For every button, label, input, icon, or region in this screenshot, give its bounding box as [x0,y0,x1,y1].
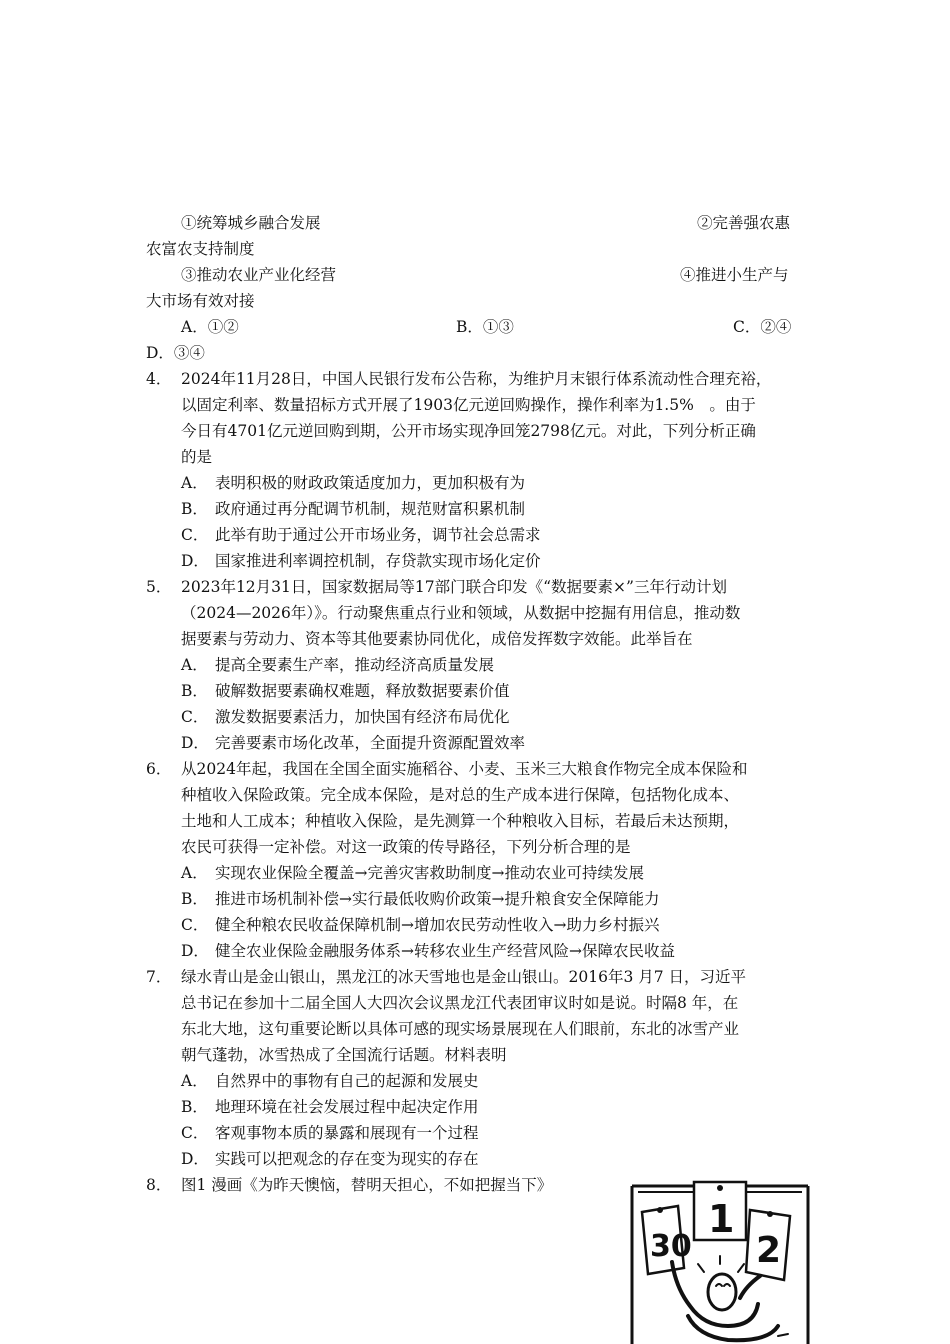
q3-option-a: A．①② [181,318,239,336]
q4-number: 4． [146,370,172,388]
option-label: D． [181,734,209,752]
option-label: C． [181,708,209,726]
option-text: 推进市场机制补偿→实行最低收购价政策→提升粮食安全保障能力 [215,890,660,908]
option-text: 此举有助于通过公开市场业务，调节社会总需求 [215,526,541,544]
q5-option-d [181,730,525,756]
option-text: 激发数据要素活力，加快国有经济布局优化 [215,708,510,726]
q8-stem: 图1 漫画《为昨天懊恼，替明天担心，不如把握当下》 [181,1176,553,1194]
option-text: 健全农业保险金融服务体系→转移农业生产经营风险→保障农民收益 [215,942,675,960]
option-label: C． [181,1124,209,1142]
option-label: D． [181,942,209,960]
q3-option-d: D．③④ [146,344,205,362]
q6-number: 6． [146,760,172,778]
option-text: 政府通过再分配调节机制，规范财富积累机制 [215,500,526,518]
q4-stem-line: 2024年11月28日，中国人民银行发布公告称，为维护月末银行体系流动性合理充裕， [181,370,772,388]
q4-option-b [181,496,525,522]
q4-option-d [181,548,541,574]
card-middle-number: 1 [708,1197,735,1241]
q3-item-2: ②完善强农惠 [697,214,791,232]
q3-option-c: C．②④ [733,318,792,336]
q5-option-b [181,678,510,704]
q5-option-a [181,652,494,678]
q5-number: 5． [146,578,172,596]
option-text: 健全种粮农民收益保障机制→增加农民劳动性收入→助力乡村振兴 [215,916,660,934]
q8-number: 8． [146,1176,172,1194]
q5-option-c [181,704,510,730]
q6-stem-line: 农民可获得一定补偿。对这一政策的传导路径，下列分析合理的是 [181,838,631,856]
character-motion-lines [698,1256,744,1272]
q3-item-3: ③推动农业产业化经营 [181,266,337,284]
option-text: 破解数据要素确权难题，释放数据要素价值 [215,682,510,700]
q6-option-b [181,886,659,912]
option-label: A． [181,474,208,492]
option-label: D． [181,552,209,570]
q3-item-1: ①统筹城乡融合发展 [181,214,321,232]
q3-item-2-cont: 农富农支持制度 [146,240,255,258]
q6-option-a [181,860,644,886]
option-label: A． [181,864,208,882]
q7-stem-line: 绿水青山是金山银山，黑龙江的冰天雪地也是金山银山。2016年3 月7 日，习近平 [181,968,747,986]
q3-item-4-cont: 大市场有效对接 [146,292,255,310]
q4-option-c [181,522,541,548]
q7-option-b [181,1094,479,1120]
q7-stem-line: 朝气蓬勃，冰雪热成了全国流行话题。材料表明 [181,1046,507,1064]
option-text: 实现农业保险全覆盖→完善灾害救助制度→推动农业可持续发展 [215,864,644,882]
q4-stem-line: 的是 [181,448,213,466]
character-arm-right [740,1276,760,1298]
q4-stem-line: 以固定利率、数量招标方式开展了1903亿元逆回购操作，操作利率为1.5% 。由于 [181,396,756,414]
calendar-card-left [642,1206,692,1274]
q5-stem-line: 2023年12月31日，国家数据局等17部门联合印发《“数据要素×”三年行动计划 [181,578,727,596]
character-head [708,1274,736,1310]
q7-option-d [181,1146,479,1172]
option-label: B． [181,500,208,518]
option-label: D． [181,1150,209,1168]
option-label: B． [181,682,208,700]
cartoon-figure [628,1176,812,1344]
q4-stem-line: 今日有4701亿元逆回购到期，公开市场实现净回笼2798亿元。对此，下列分析正确 [181,422,756,440]
q4-option-a [181,470,525,496]
option-text: 实践可以把观念的存在变为现实的存在 [215,1150,479,1168]
q7-number: 7． [146,968,172,986]
calendar-card-right [746,1210,790,1280]
q7-option-a [181,1068,479,1094]
q6-stem-line: 从2024年起，我国在全国全面实施稻谷、小麦、玉米三大粮食作物完全成本保险和 [181,760,748,778]
card-middle-pin [717,1185,723,1191]
q5-stem-line: 据要素与劳动力、资本等其他要素协同优化，成倍发挥数字效能。此举旨在 [181,630,693,648]
option-label: A． [181,1072,208,1090]
calendar-card-middle [694,1182,746,1241]
option-label: C． [181,916,209,934]
character-eyes [716,1284,730,1286]
option-label: A． [181,656,208,674]
option-text: 地理环境在社会发展过程中起决定作用 [215,1098,479,1116]
q6-stem-line: 土地和人工成本；种植收入保险，是先测算一个种粮收入目标，若最后未达预期， [181,812,740,830]
option-text: 自然界中的事物有自己的起源和发展史 [215,1072,479,1090]
card-left-number: 30 [650,1229,692,1264]
option-text: 表明积极的财政政策适度加力，更加积极有为 [215,474,526,492]
q6-option-d [181,938,675,964]
q5-stem-line: （2024—2026年）》。行动聚焦重点行业和领域，从数据中挖掘有用信息，推动数 [181,604,741,622]
option-text: 完善要素市场化改革，全面提升资源配置效率 [215,734,526,752]
option-label: C． [181,526,209,544]
q7-stem-line: 东北大地，这句重要论断以具体可感的现实场景展现在人们眼前，东北的冰雪产业 [181,1020,740,1038]
q3-item-4: ④推进小生产与 [680,266,789,284]
option-text: 提高全要素生产率，推动经济高质量发展 [215,656,495,674]
card-left-pin [657,1207,663,1213]
option-label: B． [181,890,208,908]
option-label: B． [181,1098,208,1116]
option-text: 国家推进利率调控机制，存贷款实现市场化定价 [215,552,541,570]
option-text: 客观事物本质的暴露和展现有一个过程 [215,1124,479,1142]
q7-stem-line: 总书记在参加十二届全国人大四次会议黑龙江代表团审议时如是说。时隔8 年，在 [181,994,739,1012]
q6-option-c [181,912,659,938]
q6-stem-line: 种植收入保险政策。完全成本保险，是对总的生产成本进行保障，包括物化成本、 [181,786,740,804]
q7-option-c [181,1120,479,1146]
card-right-pin [767,1211,773,1217]
q3-option-b: B．①③ [456,318,514,336]
card-right-number: 2 [756,1230,782,1271]
